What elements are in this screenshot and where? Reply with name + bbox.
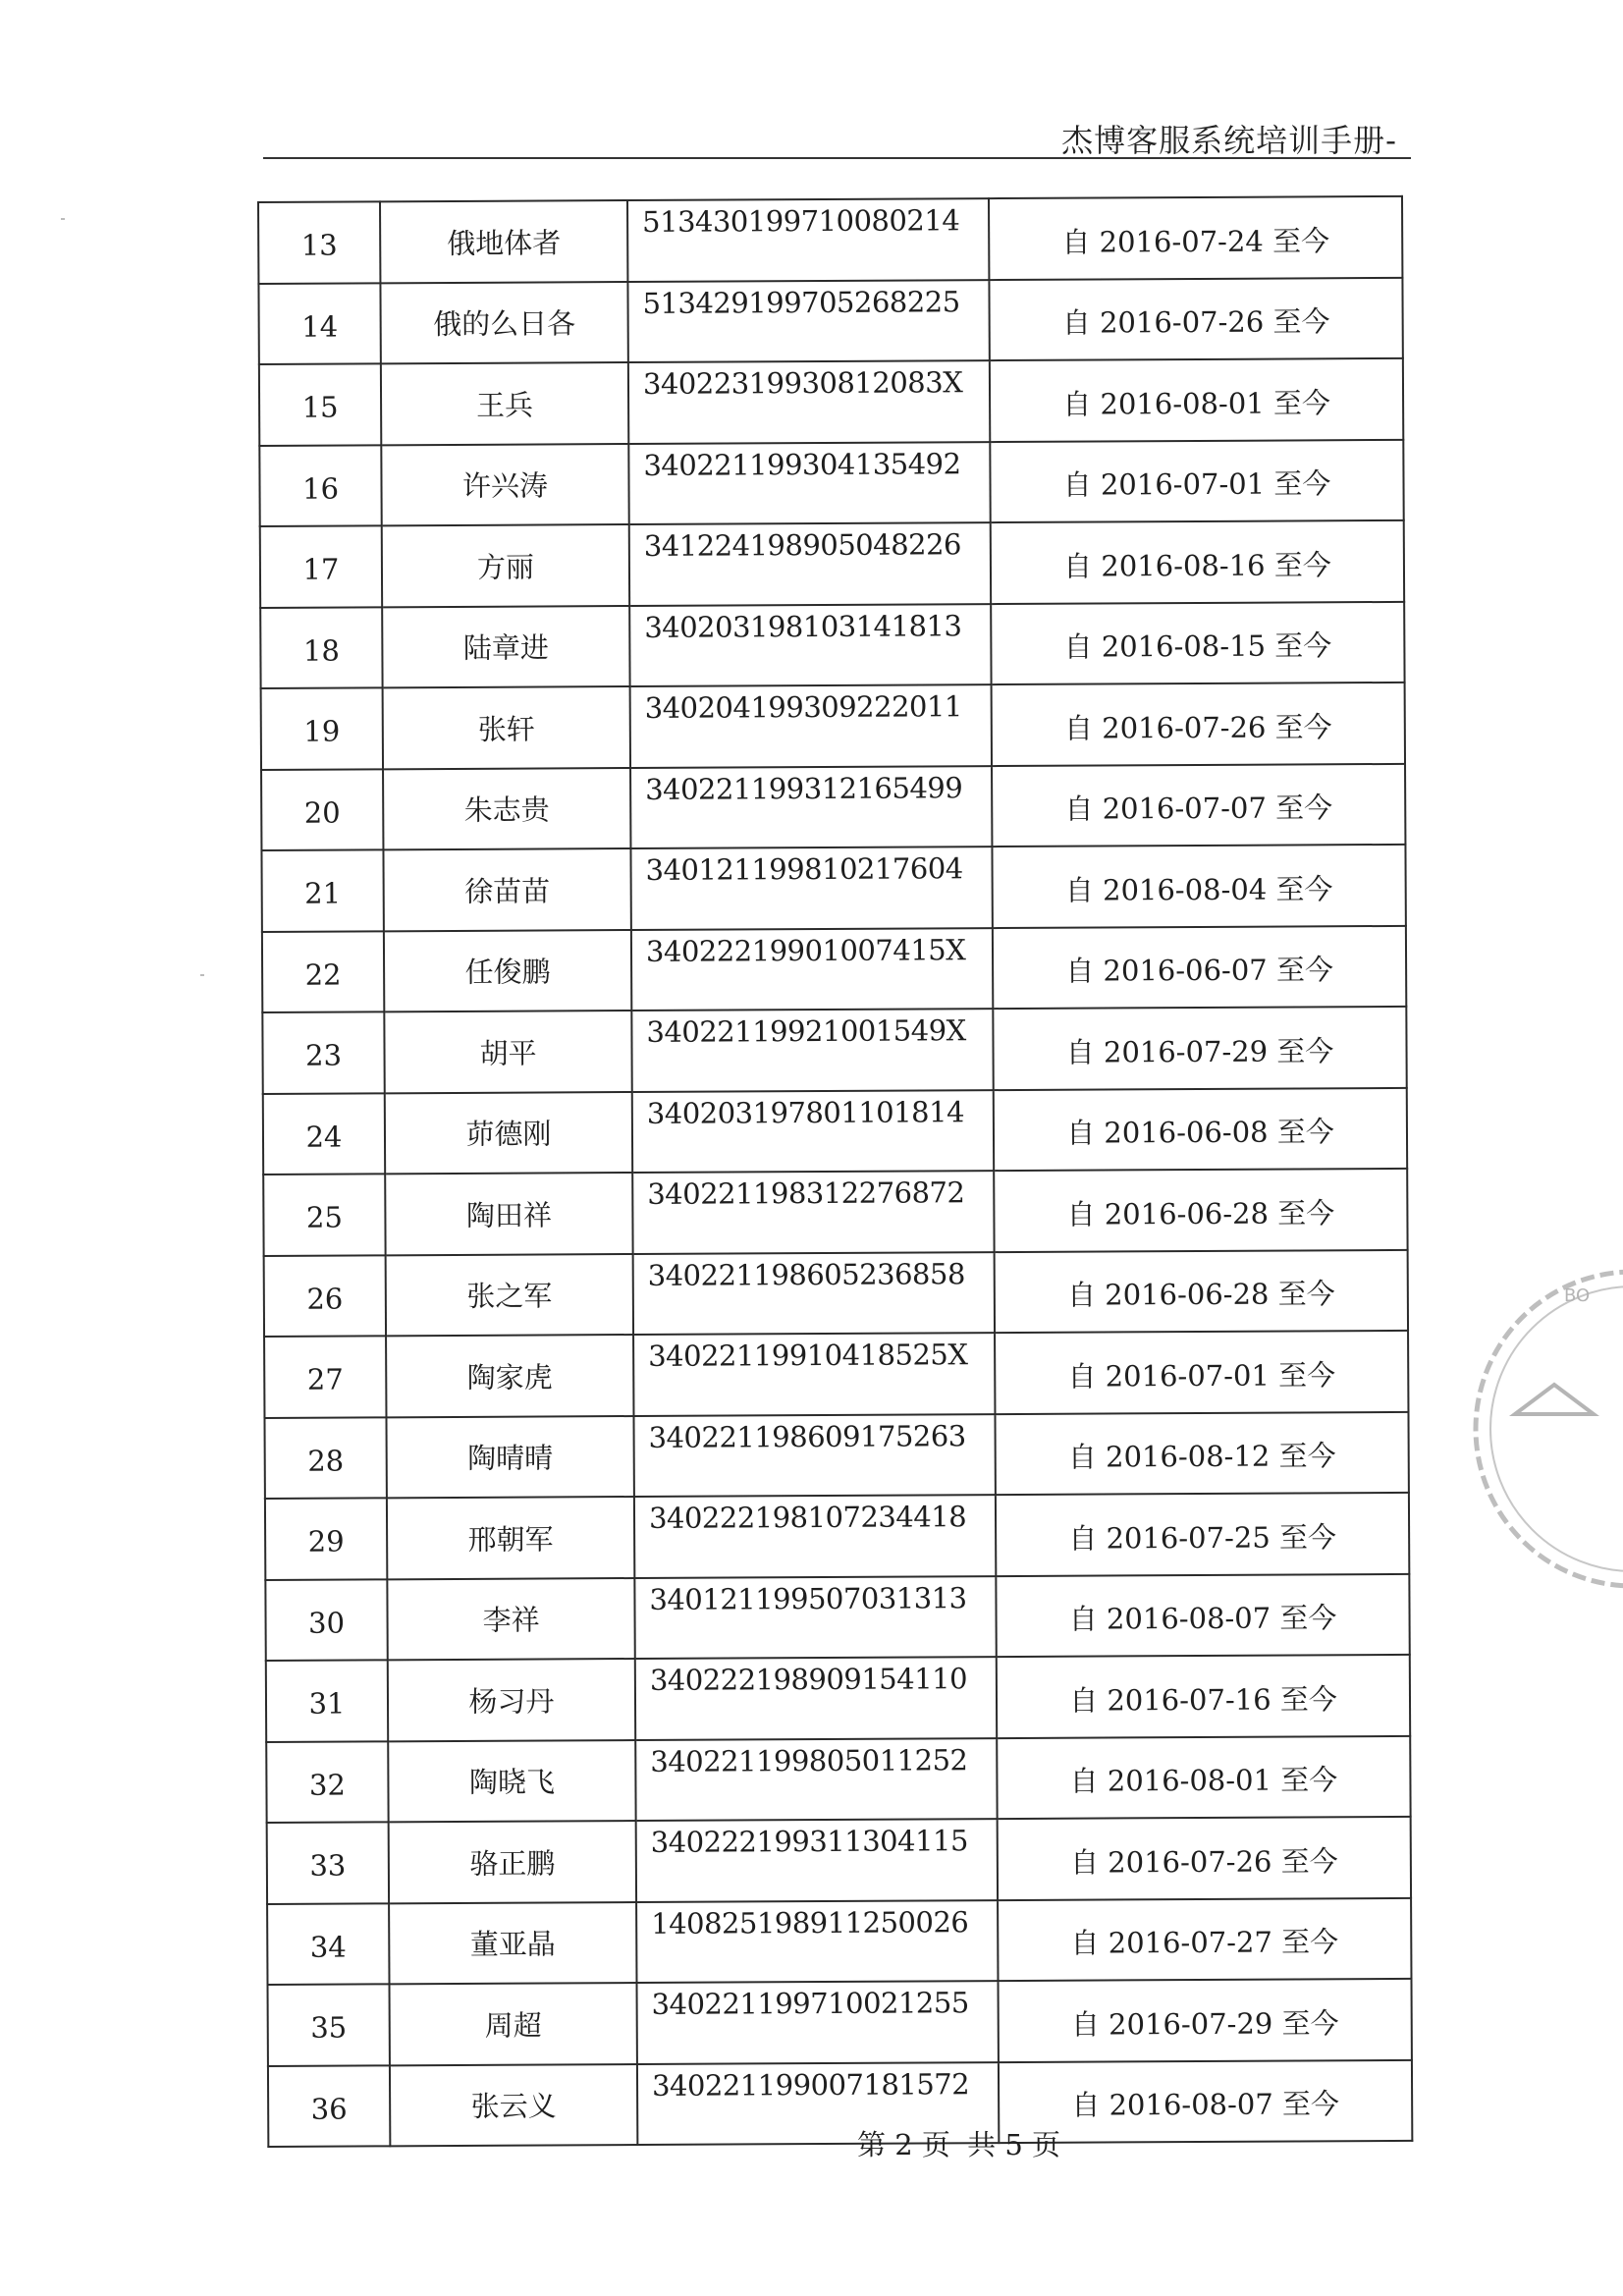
- row-number: 16: [259, 445, 381, 526]
- id-number: 340221199304135492: [628, 442, 990, 524]
- staff-table-container: [257, 195, 1411, 2148]
- employee-name: 张云义: [390, 2064, 637, 2147]
- row-number: 34: [267, 1903, 389, 1985]
- page-total: 共 5 页: [967, 2128, 1060, 2161]
- employee-name: 张轩: [383, 686, 630, 769]
- employment-period: 自 2016-07-27 至今: [998, 1897, 1411, 1981]
- employment-period: 自 2016-07-29 至今: [993, 1007, 1406, 1090]
- id-number: 340204199309222011: [630, 684, 992, 767]
- page-footer: [0, 2123, 1623, 2163]
- staff-table-body: [258, 196, 1412, 2147]
- employment-period: 自 2016-08-04 至今: [992, 845, 1405, 928]
- row-number: 24: [263, 1093, 385, 1175]
- employee-name: 董亚晶: [389, 1902, 636, 1985]
- header-divider: [263, 157, 1411, 159]
- employment-period: 自 2016-08-01 至今: [997, 1735, 1410, 1819]
- employee-name: 茆德刚: [385, 1092, 632, 1175]
- row-number: 28: [264, 1417, 386, 1499]
- employment-period: 自 2016-07-24 至今: [989, 196, 1402, 280]
- employee-name: 陶家虎: [386, 1335, 633, 1417]
- table-row: [267, 1817, 1411, 1904]
- employment-period: 自 2016-08-07 至今: [999, 2059, 1412, 2143]
- row-number: 36: [268, 2065, 390, 2147]
- row-number: 33: [267, 1822, 389, 1903]
- id-number: 340221198312276872: [632, 1171, 994, 1253]
- employment-period: 自 2016-07-29 至今: [998, 1979, 1411, 2062]
- staff-table: [257, 195, 1413, 2148]
- id-number: 340203197801101814: [632, 1090, 994, 1173]
- employment-period: 自 2016-07-25 至今: [996, 1493, 1409, 1576]
- row-number: 29: [265, 1498, 387, 1579]
- employment-period: 自 2016-08-01 至今: [990, 358, 1403, 442]
- row-number: 35: [268, 1984, 390, 2065]
- id-number: 340221198605236858: [633, 1252, 995, 1335]
- id-number: 340221199805011252: [635, 1738, 997, 1821]
- row-number: 14: [258, 283, 380, 364]
- table-row: [263, 1087, 1407, 1175]
- id-number: 340121199810217604: [630, 847, 992, 929]
- id-number: 340221199007181572: [637, 2062, 999, 2145]
- table-row: [259, 439, 1403, 526]
- table-row: [264, 1411, 1408, 1499]
- employment-period: 自 2016-08-15 至今: [991, 601, 1404, 684]
- table-row: [258, 196, 1402, 284]
- employee-name: 俄地体者: [380, 200, 627, 283]
- row-number: 27: [264, 1336, 386, 1417]
- employee-name: 许兴涛: [381, 444, 628, 526]
- id-number: 34022219901007415X: [631, 928, 993, 1011]
- id-number: 140825198911250026: [636, 1900, 998, 1983]
- row-number: 15: [259, 363, 381, 445]
- employment-period: 自 2016-07-16 至今: [997, 1655, 1410, 1738]
- id-number: 34022119921001549X: [631, 1009, 993, 1091]
- official-seal-partial: [1446, 1247, 1623, 1611]
- table-row: [259, 358, 1403, 446]
- table-row: [266, 1735, 1410, 1823]
- table-row: [262, 1007, 1406, 1094]
- row-number: 31: [266, 1660, 388, 1741]
- employee-name: 胡平: [384, 1011, 631, 1093]
- employment-period: 自 2016-06-28 至今: [994, 1169, 1407, 1252]
- row-number: 23: [262, 1011, 384, 1093]
- row-number: 30: [265, 1579, 387, 1661]
- employee-name: 周超: [390, 1983, 637, 2065]
- id-number: 340121199507031313: [634, 1576, 996, 1659]
- row-number: 21: [261, 849, 383, 931]
- employment-period: 自 2016-07-26 至今: [989, 277, 1402, 360]
- employee-name: 陆章进: [382, 606, 629, 688]
- employee-name: 王兵: [381, 362, 628, 445]
- id-number: 340222198909154110: [635, 1657, 997, 1739]
- table-row: [265, 1573, 1409, 1661]
- id-number: 34022319930812083X: [628, 360, 990, 443]
- employee-name: 杨习丹: [388, 1659, 635, 1741]
- table-row: [264, 1249, 1408, 1337]
- row-number: 26: [264, 1255, 386, 1337]
- employee-name: 张之军: [386, 1254, 633, 1337]
- seal-star-icon: [1515, 1385, 1594, 1414]
- row-number: 19: [261, 687, 383, 769]
- employee-name: 朱志贵: [383, 768, 630, 850]
- row-number: 20: [261, 769, 383, 850]
- table-row: [261, 845, 1405, 932]
- table-row: [263, 1169, 1407, 1256]
- employee-name: 俄的么日各: [380, 282, 627, 364]
- row-number: 32: [266, 1741, 388, 1823]
- employment-period: 自 2016-07-01 至今: [995, 1331, 1408, 1414]
- id-number: 513430199710080214: [627, 198, 989, 281]
- employment-period: 自 2016-07-07 至今: [992, 763, 1405, 847]
- table-row: [258, 277, 1402, 364]
- id-number: 340222199311304115: [636, 1819, 998, 1901]
- row-number: 17: [260, 525, 382, 607]
- id-number: 340222198107234418: [634, 1495, 996, 1577]
- employment-period: 自 2016-08-12 至今: [995, 1411, 1408, 1495]
- employment-period: 自 2016-06-07 至今: [993, 925, 1406, 1009]
- employee-name: 陶田祥: [385, 1173, 632, 1255]
- scan-speck: [61, 218, 65, 220]
- id-number: 340221199312165499: [630, 766, 992, 848]
- page-number: 第 2 页: [857, 2128, 950, 2161]
- employee-name: 方丽: [382, 524, 629, 607]
- seal-text: BO: [1564, 1285, 1591, 1306]
- employee-name: 陶晴晴: [386, 1416, 633, 1499]
- table-row: [266, 1655, 1410, 1742]
- table-row: [261, 763, 1405, 850]
- table-row: [265, 1493, 1409, 1580]
- row-number: 22: [262, 931, 384, 1012]
- employee-name: 邢朝军: [387, 1497, 634, 1579]
- employee-name: 李祥: [387, 1578, 634, 1661]
- row-number: 25: [263, 1174, 385, 1255]
- scan-speck: [200, 974, 204, 976]
- table-row: [267, 1897, 1411, 1985]
- row-number: 13: [258, 201, 380, 283]
- table-row: [262, 925, 1406, 1012]
- employment-period: 自 2016-06-08 至今: [994, 1087, 1407, 1171]
- id-number: 341224198905048226: [629, 522, 991, 605]
- document-header-title: 杰博客服系统培训手册-: [1061, 122, 1397, 159]
- id-number: 513429199705268225: [627, 280, 989, 362]
- id-number: 340203198103141813: [629, 604, 991, 686]
- table-row: [264, 1331, 1408, 1418]
- employment-period: 自 2016-07-26 至今: [998, 1817, 1411, 1900]
- employee-name: 任俊鹏: [384, 930, 631, 1012]
- row-number: 18: [260, 607, 382, 688]
- id-number: 340221198609175263: [633, 1414, 995, 1497]
- employment-period: 自 2016-06-28 至今: [995, 1249, 1408, 1333]
- table-row: [261, 683, 1405, 770]
- employee-name: 骆正鹏: [389, 1821, 636, 1903]
- table-row: [260, 601, 1404, 688]
- employment-period: 自 2016-08-16 至今: [991, 520, 1404, 604]
- employment-period: 自 2016-07-01 至今: [990, 439, 1403, 522]
- id-number: 340221199710021255: [637, 1981, 999, 2063]
- employment-period: 自 2016-07-26 至今: [992, 683, 1405, 766]
- employee-name: 陶晓飞: [388, 1740, 635, 1823]
- table-row: [268, 1979, 1412, 2066]
- id-number: 34022119910418525X: [633, 1333, 995, 1415]
- employment-period: 自 2016-08-07 至今: [996, 1573, 1409, 1657]
- table-row: [260, 520, 1404, 608]
- employee-name: 徐苗苗: [383, 848, 630, 931]
